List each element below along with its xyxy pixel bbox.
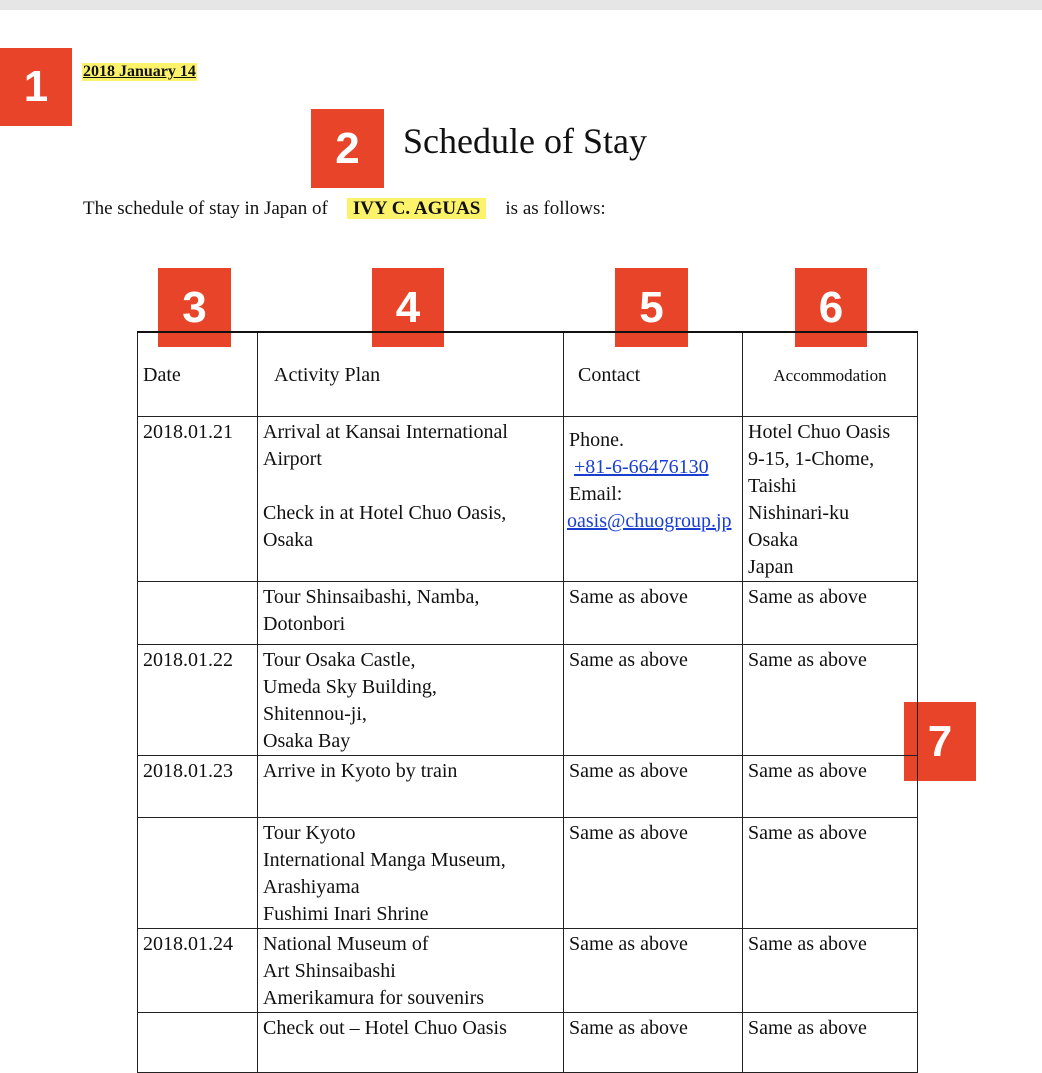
phone-link[interactable]: +81-6-66476130 (574, 455, 709, 478)
table-row (138, 755, 918, 817)
intro-prefix: The schedule of stay in Japan of (83, 198, 328, 219)
table-row (138, 581, 918, 644)
activity-line: Arrive in Kyoto by train (263, 759, 458, 782)
table-row (138, 928, 918, 1012)
activity-line: Tour Kyoto (263, 821, 356, 844)
annotation-badge-7: 7 (904, 702, 976, 781)
activity-line: Tour Shinsaibashi, Namba, (263, 585, 480, 608)
cell-contact: Same as above (564, 581, 743, 644)
email-link[interactable]: oasis@chuogroup.jp (567, 509, 732, 532)
cell-activity (258, 1012, 564, 1072)
header-date: Date (138, 332, 258, 416)
cell-date: 2018.01.24 (138, 928, 258, 1012)
intro-suffix: is as follows: (505, 198, 606, 219)
header-accommodation: Accommodation (743, 332, 918, 416)
activity-line: Art Shinsaibashi (263, 959, 396, 982)
activity-line: Check in at Hotel Chuo Oasis, Osaka (263, 501, 507, 551)
activity-line: Umeda Sky Building, (263, 675, 437, 698)
activity-line: Osaka Bay (263, 729, 351, 752)
document-date: 2018 January 14 (83, 63, 196, 80)
cell-accommodation (743, 416, 918, 581)
accommodation-line: Taishi (748, 474, 797, 497)
header-contact: Contact (564, 332, 743, 416)
cell-accommodation: Same as above (743, 581, 918, 644)
activity-line: Amerikamura for souvenirs (263, 986, 485, 1009)
schedule-table (137, 331, 918, 1073)
viewer-top-bar (0, 0, 1042, 10)
table-row (138, 644, 918, 755)
accommodation-line: Japan (748, 555, 794, 578)
cell-accommodation: Same as above (743, 1012, 918, 1072)
cell-contact (564, 416, 743, 581)
annotation-badge-6: 6 (795, 268, 867, 347)
cell-accommodation: Same as above (743, 755, 918, 817)
activity-line: Arashiyama (263, 875, 360, 898)
activity-line: Arrival at Kansai International Airport (263, 420, 508, 470)
activity-line: Dotonbori (263, 612, 346, 635)
cell-activity (258, 416, 564, 581)
activity-line: Check out – Hotel Chuo Oasis (263, 1016, 507, 1039)
cell-contact: Same as above (564, 817, 743, 928)
annotation-badge-2: 2 (311, 109, 384, 188)
activity-line: Tour Osaka Castle, (263, 648, 416, 671)
accommodation-line: 9-15, 1-Chome, (748, 447, 875, 470)
activity-line: International Manga Museum, (263, 848, 506, 871)
cell-activity (258, 755, 564, 817)
cell-accommodation: Same as above (743, 644, 918, 755)
cell-date (138, 817, 258, 928)
cell-activity (258, 644, 564, 755)
cell-accommodation: Same as above (743, 817, 918, 928)
phone-label: Phone. (569, 428, 624, 451)
table-row (138, 416, 918, 581)
cell-contact: Same as above (564, 1012, 743, 1072)
table-header-row (138, 332, 918, 416)
annotation-badge-1: 1 (0, 48, 72, 126)
person-name: IVY C. AGUAS (347, 198, 487, 219)
accommodation-line: Nishinari-ku (748, 501, 850, 524)
table-row (138, 817, 918, 928)
cell-date (138, 581, 258, 644)
cell-contact: Same as above (564, 644, 743, 755)
cell-date: 2018.01.22 (138, 644, 258, 755)
cell-activity (258, 581, 564, 644)
accommodation-line: Hotel Chuo Oasis (748, 420, 891, 443)
cell-date (138, 1012, 258, 1072)
annotation-badge-4: 4 (372, 268, 444, 347)
annotation-badge-3: 3 (158, 268, 231, 347)
activity-line: National Museum of (263, 932, 429, 955)
cell-contact: Same as above (564, 755, 743, 817)
activity-line: Shitennou-ji, (263, 702, 367, 725)
email-label: Email: (569, 482, 623, 505)
cell-date: 2018.01.21 (138, 416, 258, 581)
cell-contact: Same as above (564, 928, 743, 1012)
cell-activity (258, 817, 564, 928)
cell-date: 2018.01.23 (138, 755, 258, 817)
cell-accommodation: Same as above (743, 928, 918, 1012)
accommodation-line: Osaka (748, 528, 798, 551)
annotation-badge-5: 5 (615, 268, 688, 347)
table-row (138, 1012, 918, 1072)
page-title: Schedule of Stay (403, 121, 647, 161)
header-activity-plan: Activity Plan (258, 332, 564, 416)
intro-sentence (83, 198, 606, 220)
activity-line: Fushimi Inari Shrine (263, 902, 429, 925)
cell-activity (258, 928, 564, 1012)
